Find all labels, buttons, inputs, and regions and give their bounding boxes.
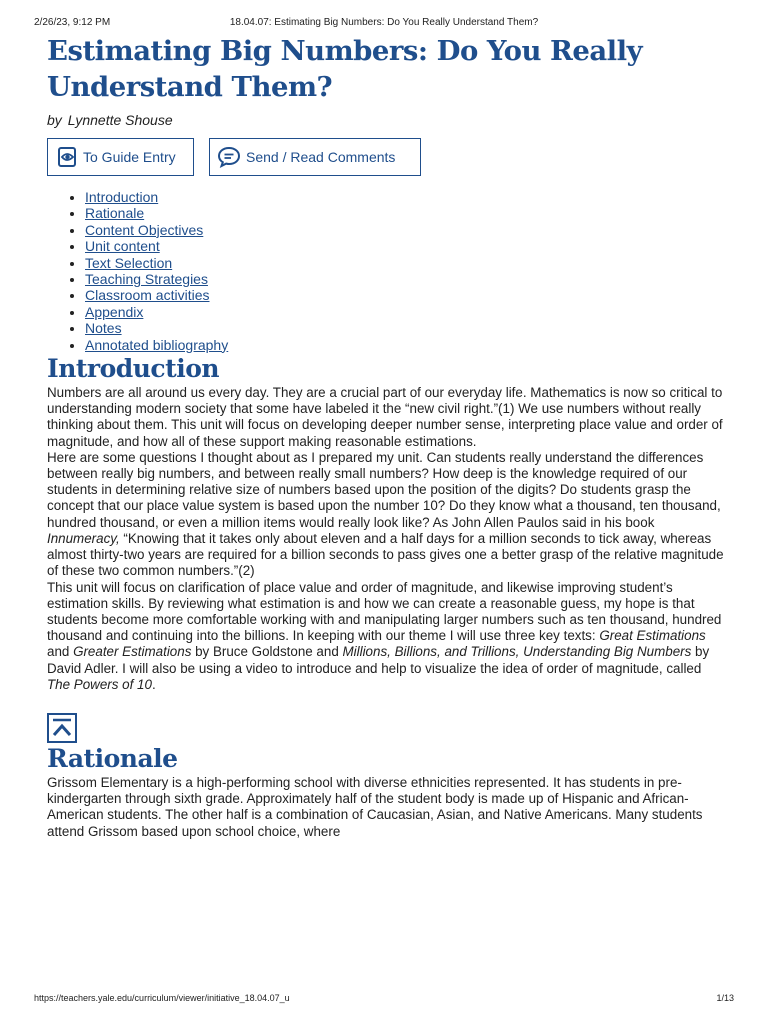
toc-link-appendix[interactable]: Appendix bbox=[85, 303, 144, 320]
introduction-heading: Introduction bbox=[47, 354, 220, 384]
toc-link-text-selection[interactable]: Text Selection bbox=[85, 254, 173, 271]
video-title-powers-of-10: The Powers of 10 bbox=[47, 676, 152, 692]
print-header bbox=[34, 17, 734, 31]
toc-item bbox=[85, 222, 727, 238]
toc-item bbox=[85, 205, 727, 221]
article bbox=[47, 33, 727, 840]
toc-link-rationale[interactable]: Rationale bbox=[85, 205, 145, 222]
toc-link-introduction[interactable]: Introduction bbox=[85, 189, 159, 205]
print-footer bbox=[34, 993, 734, 1007]
byline bbox=[47, 112, 727, 128]
print-datetime: 2/26/23, 9:12 PM bbox=[34, 17, 111, 28]
toc-item bbox=[85, 304, 727, 320]
toc-item bbox=[85, 271, 727, 287]
intro-p2-text: Here are some questions I thought about as I prepared my unit. Can students really understand the differences between really big numbers, and between really small numbers? How deep is the knowledge required of our students in determining relative size of numbers based upon the position of the digits? Do students grasp the concept that our place value system is based upon the number 10? Do they know what a thousand, ten thousand, hundred thousand, or even a million items would really look like? As John Allen Paulos said in his book bbox=[47, 449, 721, 530]
toc-link-content-objectives[interactable]: Content Objectives bbox=[85, 221, 204, 238]
toc-item bbox=[85, 255, 727, 271]
toc-link-classroom-activities[interactable]: Classroom activities bbox=[85, 287, 210, 304]
comments-label: Send / Read Comments bbox=[246, 149, 396, 165]
intro-p2-quote: “Knowing that it takes only about eleven and a half days for a million seconds to tick away, whereas almost thirty-two years are required for a billion seconds to pass gives one a better grasp of the relative magnitude of these two common numbers.”(2) bbox=[47, 530, 724, 579]
speech-bubble-icon bbox=[217, 146, 241, 168]
toc-item bbox=[85, 320, 727, 336]
toc-link-annotated-bibliography[interactable]: Annotated bibliography bbox=[85, 336, 229, 353]
book-title-innumeracy: Innumeracy, bbox=[47, 530, 120, 546]
intro-p3-text: This unit will focus on clarification of place value and order of magnitude, and likewise improving student’s estimation skills. By reviewing what estimation is and how we can create a reasonable guess, my hope is that students become more comfortable working with and manipulating larger numbers such as ten thousand, hundred thousand and continuing into the billions. In keeping with our theme I will use three key texts: bbox=[47, 579, 722, 644]
by-label: by bbox=[47, 112, 62, 128]
book-title-greater-estimations: Greater Estimations bbox=[73, 644, 192, 660]
action-buttons bbox=[47, 138, 727, 178]
book-title-millions: Millions, Billions, and Trillions, Understanding Big Numbers bbox=[342, 644, 692, 660]
guide-entry-button[interactable] bbox=[47, 138, 194, 176]
toc-link-unit-content[interactable]: Unit content bbox=[85, 238, 160, 255]
toc-item bbox=[85, 287, 727, 303]
guide-entry-label: To Guide Entry bbox=[83, 149, 176, 165]
intro-p3-and: and bbox=[47, 644, 74, 660]
intro-paragraph-2 bbox=[47, 450, 727, 580]
toc-item bbox=[85, 337, 727, 353]
intro-p3-text-3: by David Adler. I will also be using a video to introduce and help to visualize the idea of order of magnitude, called bbox=[47, 644, 710, 676]
intro-p3-end: . bbox=[151, 676, 156, 692]
back-to-top-icon bbox=[47, 713, 77, 743]
print-page-number: 1/13 bbox=[716, 993, 734, 1003]
intro-p3-text-2: by Bruce Goldstone and bbox=[191, 644, 343, 660]
rationale-heading: Rationale bbox=[47, 743, 178, 773]
intro-paragraph-1: Numbers are all around us every day. They are a crucial part of our everyday life. Mathematics is now so critical to understanding modern society that some have labeled it the “new civil right.”(1) We use numbers without really thinking about them. This unit will focus on developing deeper number sense, interpreting place value and order of magnitude, and how all of these support making reasonable estimations. bbox=[47, 385, 723, 449]
table-of-contents bbox=[47, 189, 727, 353]
back-to-top-button[interactable] bbox=[47, 713, 77, 743]
intro-paragraph-3 bbox=[47, 580, 727, 693]
comments-button[interactable] bbox=[209, 138, 421, 176]
toc-link-notes[interactable]: Notes bbox=[85, 320, 122, 337]
eye-book-icon bbox=[56, 146, 78, 168]
toc-item bbox=[85, 238, 727, 254]
article-title: Estimating Big Numbers: Do You Really Understand Them? bbox=[47, 35, 643, 103]
book-title-great-estimations: Great Estimations bbox=[599, 628, 706, 644]
toc-item bbox=[85, 189, 727, 205]
toc-link-teaching-strategies[interactable]: Teaching Strategies bbox=[85, 271, 208, 288]
author-name: Lynnette Shouse bbox=[67, 112, 173, 128]
print-page-title: 18.04.07: Estimating Big Numbers: Do You Really Understand Them? bbox=[229, 17, 539, 28]
print-url: https://teachers.yale.edu/curriculum/viewer/initiative_18.04.07_u bbox=[34, 993, 290, 1003]
rationale-paragraph-1: Grissom Elementary is a high-performing school with diverse ethnicities represented. It has students in pre-kindergarten through sixth grade. Approximately half of the student body is made up of Hispanic and African-American students. The other half is a combination of Caucasian, Asian, and Native Americans. Many students attend Grissom based upon school choice, where bbox=[47, 774, 703, 839]
